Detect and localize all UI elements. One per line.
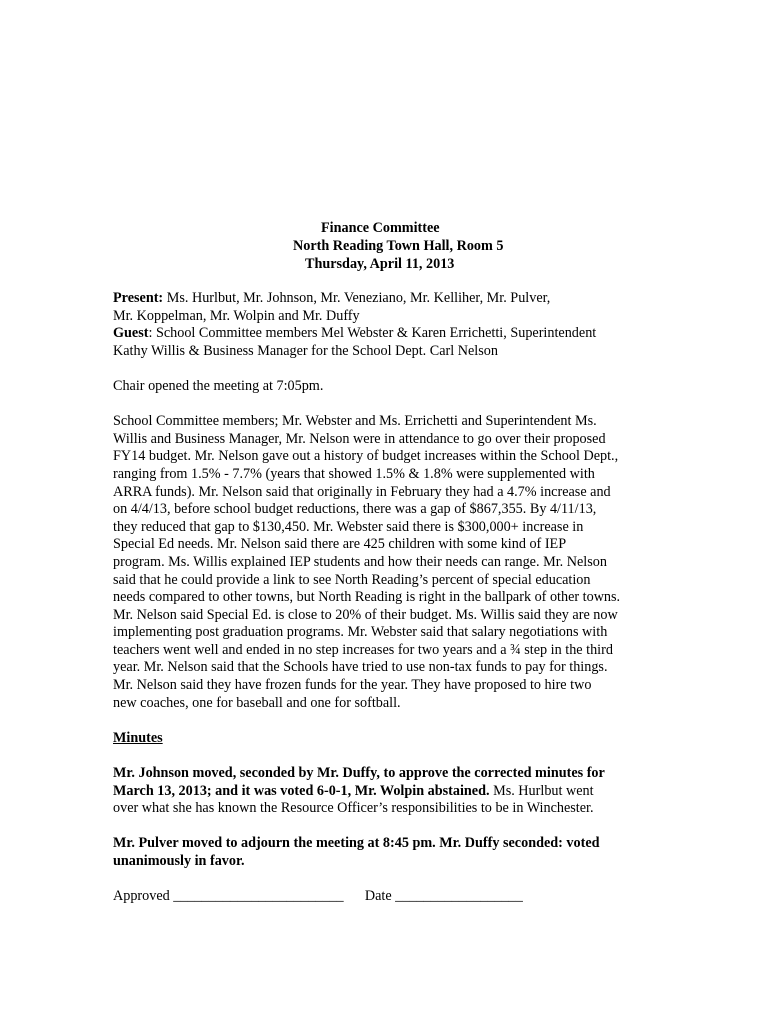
meeting-location: North Reading Town Hall, Room 5	[293, 238, 504, 254]
discussion-line: ARRA funds). Mr. Nelson said that originally in February they had a 4.7% increase and	[113, 483, 611, 500]
minutes-heading: Minutes	[113, 729, 163, 746]
motion-line1: Mr. Johnson moved, seconded by Mr. Duffy, to approve the corrected minutes for	[113, 765, 605, 782]
document-header	[0, 219, 770, 273]
present-list-line2: Mr. Koppelman, Mr. Wolpin and Mr. Duffy	[113, 307, 360, 324]
discussion-paragraph	[113, 413, 661, 712]
guest-list-line2: Kathy Willis & Business Manager for the School Dept. Carl Nelson	[113, 342, 498, 359]
discussion-line: School Committee members; Mr. Webster and Ms. Errichetti and Superintendent Ms.	[113, 413, 597, 430]
motion-line2-bold: March 13, 2013; and it was voted 6-0-1, Mr. Wolpin abstained.	[113, 782, 490, 799]
discussion-line: on 4/4/13, before school budget reductions, there was a gap of $867,355. By 4/11/13,	[113, 501, 597, 518]
discussion-line: teachers went well and ended in no step increases for two years and a ¾ step in the third	[113, 641, 613, 658]
discussion-line: said that he could provide a link to see North Reading’s percent of special education	[113, 571, 591, 588]
meeting-date: Thursday, April 11, 2013	[305, 256, 455, 272]
opening-statement: Chair opened the meeting at 7:05pm.	[113, 377, 324, 394]
discussion-line: program. Ms. Willis explained IEP students and how their needs can range. Mr. Nelson	[113, 553, 607, 570]
discussion-line: FY14 budget. Mr. Nelson gave out a history of budget increases within the School Dept.,	[113, 448, 619, 465]
discussion-line: Mr. Nelson said they have frozen funds for the year. They have proposed to hire two	[113, 677, 592, 694]
motion-line2-plain: Ms. Hurlbut went	[489, 782, 594, 799]
signature-line	[113, 888, 661, 906]
discussion-line: Mr. Nelson said Special Ed. is close to 20% of their budget. Ms. Willis said they are now	[113, 606, 618, 623]
discussion-line: Willis and Business Manager, Mr. Nelson were in attendance to go over their proposed	[113, 430, 606, 447]
document-body	[113, 290, 661, 906]
approved-field: Approved ________________________	[113, 888, 344, 905]
adjourn-line1: Mr. Pulver moved to adjourn the meeting at 8:45 pm. Mr. Duffy seconded: voted	[113, 835, 600, 852]
adjourn-line2: unanimously in favor.	[113, 853, 245, 869]
attendance-section	[113, 290, 661, 360]
discussion-line: Special Ed needs. Mr. Nelson said there are 425 children with some kind of IEP	[113, 536, 567, 553]
discussion-line: they reduced that gap to $130,450. Mr. Webster said there is $300,000+ increase in	[113, 518, 584, 535]
present-list-line1: Ms. Hurlbut, Mr. Johnson, Mr. Veneziano, Mr. Kelliher, Mr. Pulver,	[163, 290, 551, 306]
minutes-motion	[113, 765, 661, 818]
motion-line3: over what she has known the Resource Officer’s responsibilities to be in Winchester.	[113, 800, 594, 817]
guest-list-line1: : School Committee members Mel Webster & Karen Errichetti, Superintendent	[148, 325, 597, 342]
present-label: Present:	[113, 290, 164, 306]
discussion-line: implementing post graduation programs. Mr. Webster said that salary negotiations with	[113, 624, 608, 641]
guest-label: Guest	[113, 325, 149, 342]
discussion-line: new coaches, one for baseball and one for softball.	[113, 694, 401, 711]
date-field: Date __________________	[364, 888, 523, 905]
discussion-line: ranging from 1.5% - 7.7% (years that showed 1.5% & 1.8% were supplemented with	[113, 465, 595, 482]
committee-title: Finance Committee	[321, 220, 440, 236]
discussion-line: needs compared to other towns, but North Reading is right in the ballpark of other towns.	[113, 589, 621, 606]
discussion-line: year. Mr. Nelson said that the Schools have tried to use non-tax funds to pay for things.	[113, 659, 608, 676]
adjourn-motion	[113, 835, 661, 870]
